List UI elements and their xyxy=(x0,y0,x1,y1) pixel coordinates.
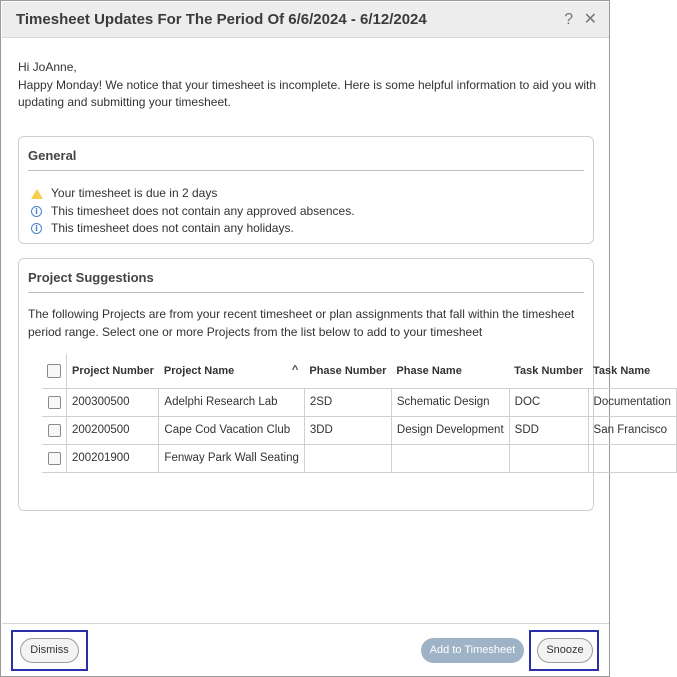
phase-number-cell: 3DD xyxy=(304,416,391,444)
row-checkbox[interactable] xyxy=(48,452,61,465)
task-number-cell: SDD xyxy=(509,416,588,444)
dialog-title: Timesheet Updates For The Period Of 6/6/2024 - 6/12/2024 xyxy=(16,11,427,28)
phase-name-cell: Schematic Design xyxy=(391,388,509,416)
col-phase-number[interactable]: Phase Number xyxy=(304,354,391,388)
phase-number-cell: 2SD xyxy=(304,388,391,416)
dialog-title-bar xyxy=(2,2,609,38)
sort-ascending-icon[interactable]: ^ xyxy=(291,364,299,376)
table-header-row xyxy=(42,354,676,388)
col-project-number[interactable]: Project Number xyxy=(67,354,159,388)
table-row[interactable] xyxy=(42,416,676,444)
col-task-number[interactable]: Task Number xyxy=(509,354,588,388)
project-suggestions-panel xyxy=(18,258,671,511)
project-suggestions-description: The following Projects are from your recent timesheet or plan assignments that fall within the timesheet period range. Select one or more Projects from the list below to add to your timesheet xyxy=(28,307,575,339)
row-select-cell xyxy=(42,416,67,444)
project-name-cell: Adelphi Research Lab xyxy=(159,388,304,416)
project-number-cell: 200300500 xyxy=(67,388,159,416)
project-number-cell: 200201900 xyxy=(67,444,159,472)
select-all-checkbox[interactable] xyxy=(47,364,61,378)
general-panel xyxy=(18,136,594,244)
project-table xyxy=(42,354,677,473)
list-item xyxy=(31,203,355,221)
select-all-cell xyxy=(42,354,67,388)
project-name-cell: Cape Cod Vacation Club xyxy=(159,416,304,444)
phase-name-cell: Design Development xyxy=(391,416,509,444)
table-row[interactable] xyxy=(42,444,676,472)
list-item xyxy=(31,220,355,238)
phase-name-cell xyxy=(391,444,509,472)
col-phase-name[interactable]: Phase Name xyxy=(391,354,509,388)
task-name-cell xyxy=(588,444,676,472)
list-item xyxy=(31,185,355,203)
divider xyxy=(28,170,584,171)
row-select-cell xyxy=(42,444,67,472)
divider xyxy=(28,292,584,293)
col-task-name[interactable]: Task Name xyxy=(588,354,676,388)
phase-number-cell xyxy=(304,444,391,472)
help-icon[interactable]: ? xyxy=(564,11,574,28)
dismiss-button[interactable]: Dismiss xyxy=(20,638,79,663)
intro-message xyxy=(18,59,598,112)
project-suggestions-title: Project Suggestions xyxy=(28,270,154,285)
add-to-timesheet-button[interactable]: Add to Timesheet xyxy=(421,638,524,663)
general-title: General xyxy=(28,148,77,163)
info-icon: i xyxy=(31,206,42,217)
warning-icon xyxy=(31,189,43,199)
task-number-cell xyxy=(509,444,588,472)
task-number-cell: DOC xyxy=(509,388,588,416)
project-number-cell: 200200500 xyxy=(67,416,159,444)
dialog-footer xyxy=(2,623,609,676)
row-select-cell xyxy=(42,388,67,416)
holidays-notice: This timesheet does not contain any holidays. xyxy=(51,221,294,235)
general-list xyxy=(31,185,355,238)
table-row[interactable] xyxy=(42,388,676,416)
title-actions xyxy=(558,9,597,29)
close-icon[interactable]: ✕ xyxy=(583,11,597,28)
absences-notice: This timesheet does not contain any approved absences. xyxy=(51,203,355,218)
col-project-name-label: Project Name xyxy=(163,364,235,377)
greeting: Hi JoAnne, xyxy=(18,60,77,74)
intro-text: Happy Monday! We notice that your timesheet is incomplete. Here is some helpful information to aid you with updating and submitting your timesheet. xyxy=(18,77,597,109)
task-name-cell: Documentation xyxy=(588,388,676,416)
snooze-button[interactable]: Snooze xyxy=(537,638,593,663)
col-project-name[interactable] xyxy=(159,354,304,388)
info-icon: i xyxy=(31,223,42,234)
due-notice: Your timesheet is due in 2 days xyxy=(51,186,218,200)
task-name-cell: San Francisco xyxy=(588,416,676,444)
row-checkbox[interactable] xyxy=(48,396,61,409)
project-name-cell: Fenway Park Wall Seating xyxy=(159,444,304,472)
row-checkbox[interactable] xyxy=(48,424,61,437)
